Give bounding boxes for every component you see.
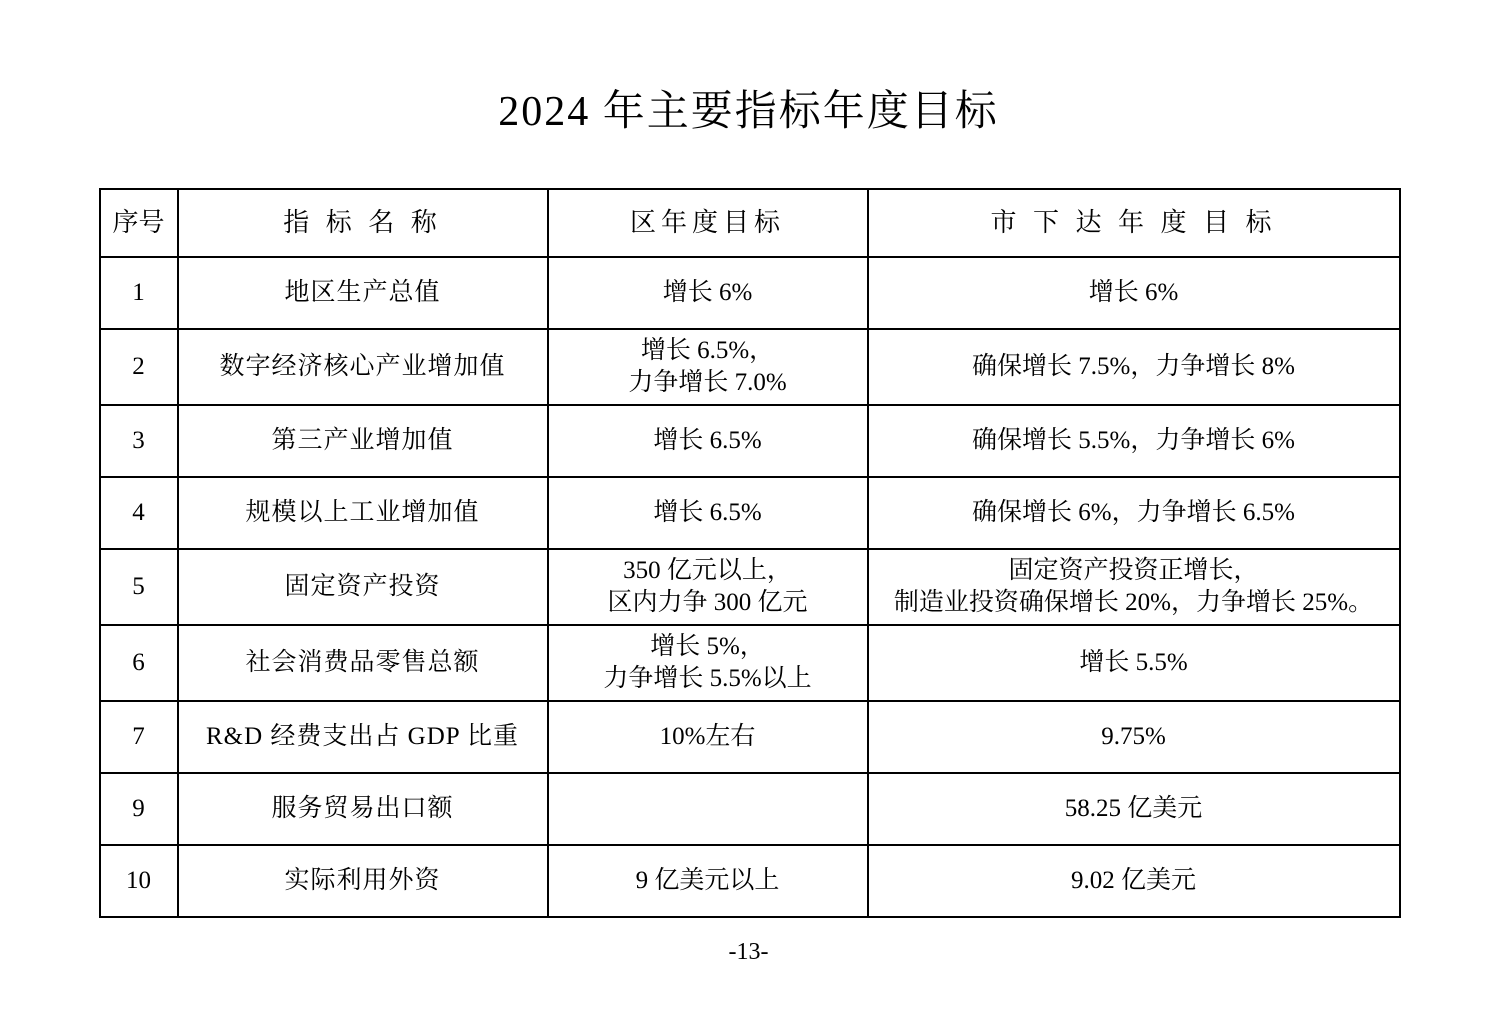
cell-indicator-name: 第三产业增加值 (178, 405, 548, 477)
cell-city-target (868, 405, 1400, 477)
table-row (100, 405, 1400, 477)
cell-city-target (868, 773, 1400, 845)
column-header-no: 序号 (100, 189, 178, 257)
cell-no: 4 (100, 477, 178, 549)
cell-district-target (548, 549, 868, 625)
cell-district-line1: 10%左右 (659, 723, 756, 750)
cell-indicator-name: 社会消费品零售总额 (178, 625, 548, 701)
table-row (100, 329, 1400, 405)
cell-city-target (868, 845, 1400, 917)
table-header-row (100, 189, 1400, 257)
cell-district-line1: 增长 6.5% (653, 427, 762, 454)
cell-indicator-name: 规模以上工业增加值 (178, 477, 548, 549)
cell-no: 2 (100, 329, 178, 405)
cell-city-target (868, 477, 1400, 549)
cell-district-line1: 增长 5%， (650, 633, 765, 660)
cell-city-target (868, 625, 1400, 701)
cell-no: 9 (100, 773, 178, 845)
cell-city-line1: 确保增长 7.5%，力争增长 8% (972, 353, 1295, 380)
cell-district-target (548, 701, 868, 773)
cell-indicator-name: R&D 经费支出占 GDP 比重 (178, 701, 548, 773)
cell-city-target (868, 329, 1400, 405)
table-row (100, 773, 1400, 845)
cell-district-target (548, 329, 868, 405)
cell-district-line2: 力争增长 7.0% (628, 369, 787, 396)
table-row (100, 845, 1400, 917)
page-title: 2024 年主要指标年度目标 (498, 89, 999, 135)
table-row (100, 701, 1400, 773)
cell-city-line2: 制造业投资确保增长 20%，力争增长 25%。 (893, 589, 1374, 616)
table-row (100, 477, 1400, 549)
cell-city-target (868, 549, 1400, 625)
cell-district-line2: 区内力争 300 亿元 (607, 589, 808, 616)
cell-district-target (548, 477, 868, 549)
cell-city-line1: 增长 6% (1088, 279, 1179, 306)
cell-indicator-name: 数字经济核心产业增加值 (178, 329, 548, 405)
column-header-city: 市 下 达 年 度 目 标 (868, 189, 1400, 257)
cell-no: 6 (100, 625, 178, 701)
cell-indicator-name: 固定资产投资 (178, 549, 548, 625)
cell-district-target (548, 845, 868, 917)
annual-targets-table (99, 188, 1401, 918)
cell-indicator-name: 服务贸易出口额 (178, 773, 548, 845)
cell-district-target (548, 625, 868, 701)
column-header-district: 区年度目标 (548, 189, 868, 257)
cell-city-line1: 58.25 亿美元 (1064, 795, 1203, 822)
table-row (100, 549, 1400, 625)
table-body (100, 257, 1400, 917)
cell-district-line1: 增长 6.5% (653, 499, 762, 526)
cell-city-target (868, 701, 1400, 773)
cell-district-line1: 增长 6.5%， (640, 337, 775, 364)
cell-no: 7 (100, 701, 178, 773)
cell-no: 1 (100, 257, 178, 329)
cell-city-line1: 确保增长 5.5%，力争增长 6% (972, 427, 1295, 454)
cell-district-line1: 350 亿元以上， (623, 557, 792, 584)
cell-city-line1: 9.02 亿美元 (1070, 867, 1196, 894)
cell-district-target (548, 257, 868, 329)
cell-city-line1: 9.75% (1101, 723, 1166, 750)
column-header-name: 指 标 名 称 (178, 189, 548, 257)
cell-city-line1: 固定资产投资正增长， (1008, 557, 1259, 584)
table-header (100, 189, 1400, 257)
cell-city-target (868, 257, 1400, 329)
cell-no: 10 (100, 845, 178, 917)
page-number: -13- (728, 939, 769, 965)
table-row (100, 625, 1400, 701)
cell-city-line1: 确保增长 6%，力争增长 6.5% (972, 499, 1295, 526)
cell-no: 3 (100, 405, 178, 477)
cell-district-line2: 力争增长 5.5%以上 (603, 665, 812, 692)
cell-city-line1: 增长 5.5% (1079, 649, 1188, 676)
cell-indicator-name: 实际利用外资 (178, 845, 548, 917)
cell-no: 5 (100, 549, 178, 625)
table-row (100, 257, 1400, 329)
cell-district-target (548, 405, 868, 477)
cell-indicator-name: 地区生产总值 (178, 257, 548, 329)
cell-district-target (548, 773, 868, 845)
cell-district-line1: 9 亿美元以上 (635, 867, 780, 894)
cell-district-line1: 增长 6% (662, 279, 753, 306)
targets-table-container (99, 188, 1399, 918)
